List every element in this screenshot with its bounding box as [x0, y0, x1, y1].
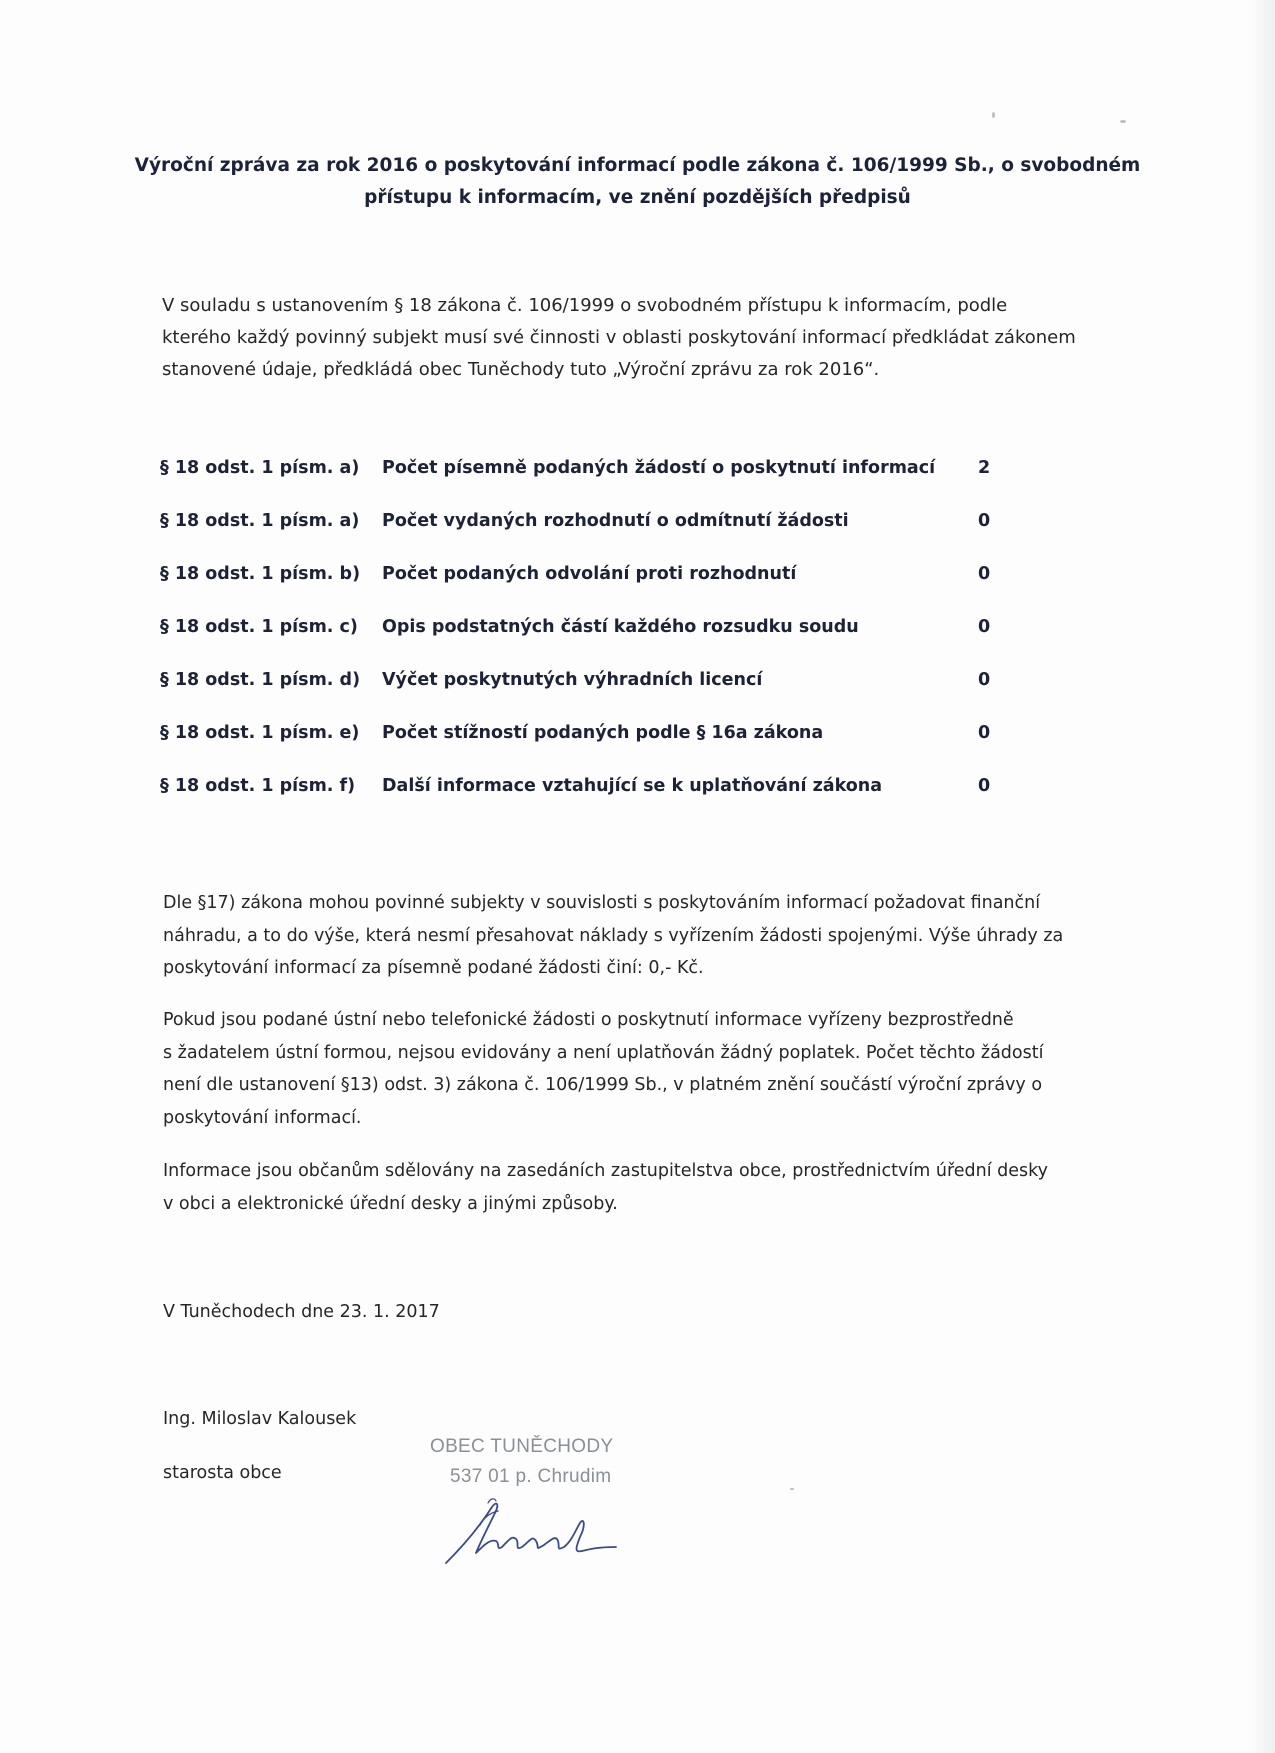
stat-description: Opis podstatných částí každého rozsudku soudu	[382, 617, 859, 637]
paragraph-line: v obci a elektronické úřední desky a jinými způsoby.	[163, 1193, 618, 1214]
stat-row	[160, 776, 1060, 829]
paragraph-line: poskytování informací.	[163, 1107, 362, 1128]
stat-value: 0	[978, 776, 991, 796]
stat-description: Další informace vztahující se k uplatňování zákona	[382, 776, 883, 796]
oral-requests-paragraph	[163, 1004, 1123, 1134]
paragraph-line: náhradu, a to do výše, která nesmí přesahovat náklady s vyřízením žádosti spojenými. Výše úhrady za	[163, 925, 1064, 946]
stat-row	[160, 723, 1060, 776]
paragraph-line: Dle §17) zákona mohou povinné subjekty v souvislosti s poskytováním informací požadovat finanční	[163, 893, 1041, 913]
scan-speck	[992, 112, 995, 118]
scan-edge-shadow	[1247, 0, 1275, 1753]
stat-value: 2	[978, 458, 991, 478]
stat-paragraph: § 18 odst. 1 písm. c)	[160, 617, 358, 637]
signer-role: starosta obce	[163, 1463, 282, 1483]
document-date: V Tuněchodech dne 23. 1. 2017	[163, 1302, 440, 1322]
stat-paragraph: § 18 odst. 1 písm. a)	[160, 458, 360, 478]
stat-row	[160, 458, 1060, 511]
intro-paragraph	[162, 290, 1122, 386]
stat-paragraph: § 18 odst. 1 písm. d)	[160, 670, 361, 690]
paragraph-line: poskytování informací za písemně podané žádosti činí: 0,- Kč.	[163, 958, 704, 978]
stat-description: Počet písemně podaných žádostí o poskytnutí informací	[382, 458, 936, 478]
stat-paragraph: § 18 odst. 1 písm. e)	[160, 723, 360, 743]
scan-speck	[1120, 120, 1126, 123]
title-line-2: přístupu k informacím, ve znění pozdějších předpisů	[364, 187, 911, 208]
fee-paragraph	[163, 887, 1123, 985]
handwritten-signature-icon	[440, 1495, 630, 1570]
paragraph-line: není dle ustanovení §13) odst. 3) zákona č. 106/1999 Sb., v platném znění součástí výroční zprávy o	[163, 1075, 1043, 1095]
paragraph-line: s žadatelem ústní formou, nejsou evidovány a není uplatňován žádný poplatek. Počet těchto žádostí	[163, 1042, 1044, 1063]
title-line-1: Výroční zpráva za rok 2016 o poskytování informací podle zákona č. 106/1999 Sb., o svobodném	[134, 155, 1141, 176]
stat-description: Počet podaných odvolání proti rozhodnutí	[382, 564, 797, 584]
stat-row	[160, 511, 1060, 564]
statistics-list	[160, 458, 1060, 829]
stat-paragraph: § 18 odst. 1 písm. f)	[160, 776, 356, 796]
paragraph-line: Informace jsou občanům sdělovány na zasedáních zastupitelstva obce, prostřednictvím úřední desky	[163, 1161, 1049, 1181]
paragraph-line: Pokud jsou podané ústní nebo telefonické žádosti o poskytnutí informace vyřízeny bezprostředně	[163, 1010, 1014, 1030]
municipal-stamp	[430, 1432, 613, 1492]
stat-value: 0	[978, 670, 991, 690]
stat-paragraph: § 18 odst. 1 písm. b)	[160, 564, 361, 584]
stamp-line-2: 537 01 p. Chrudim	[450, 1466, 612, 1487]
stat-value: 0	[978, 511, 991, 531]
stat-value: 0	[978, 617, 991, 637]
document-title	[120, 150, 1155, 214]
stat-description: Výčet poskytnutých výhradních licencí	[382, 670, 763, 690]
stat-row	[160, 670, 1060, 723]
scan-speck	[790, 1488, 794, 1490]
intro-line: kterého každý povinný subjekt musí své činnosti v oblasti poskytování informací předkládat zákonem	[162, 327, 1076, 348]
stat-paragraph: § 18 odst. 1 písm. a)	[160, 511, 360, 531]
intro-line: stanovené údaje, předkládá obec Tuněchody tuto „Výroční zprávu za rok 2016“.	[162, 359, 880, 380]
signer-name: Ing. Miloslav Kalousek	[163, 1409, 357, 1429]
stat-row	[160, 617, 1060, 670]
stat-description: Počet stížností podaných podle § 16a zákona	[382, 723, 824, 743]
stat-value: 0	[978, 723, 991, 743]
stat-description: Počet vydaných rozhodnutí o odmítnutí žádosti	[382, 511, 849, 531]
stamp-line-1: OBEC TUNĚCHODY	[430, 1436, 614, 1457]
intro-line: V souladu s ustanovením § 18 zákona č. 106/1999 o svobodném přístupu k informacím, podle	[162, 295, 1008, 316]
communication-paragraph	[163, 1155, 1123, 1220]
stat-value: 0	[978, 564, 991, 584]
stat-row	[160, 564, 1060, 617]
